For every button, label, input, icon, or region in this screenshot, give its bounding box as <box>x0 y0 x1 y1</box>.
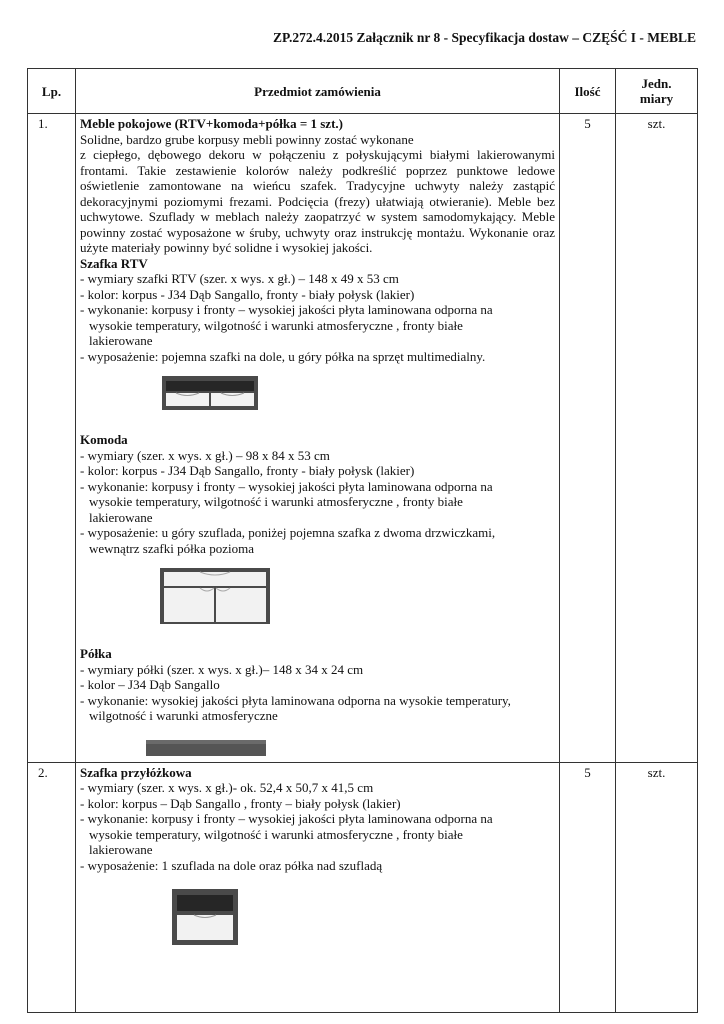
komoda-execution: - wykonanie: korpusy i fronty – wysokiej jakości płyta laminowana odporna na <box>80 478 493 494</box>
nightstand-dimensions: - wymiary (szer. x wys. x gł.)- ok. 52,4 x 50,7 x 41,5 cm <box>80 780 374 795</box>
section-title-polka: Półka <box>80 646 112 661</box>
polka-execution-cont: wilgotność i warunki atmosferyczne <box>89 708 278 723</box>
wall-shelf-image <box>146 738 555 758</box>
rtv-equipment: - wyposażenie: pojemna szafki na dole, u góry półka na sprzęt multimedialny. <box>80 348 486 364</box>
item-quantity: 5 <box>560 114 616 763</box>
section-title-komoda: Komoda <box>80 432 128 447</box>
unit-header-line2: miary <box>639 91 674 106</box>
document-header: ZP.272.4.2015 Załącznik nr 8 - Specyfikacja dostaw – CZĘŚĆ I - MEBLE <box>272 30 696 45</box>
specification-table <box>27 68 698 1013</box>
komoda-dimensions: - wymiary (szer. x wys. x gł.) – 98 x 84 x 53 cm <box>80 447 330 463</box>
nightstand-execution: - wykonanie: korpusy i fronty – wysokiej jakości płyta laminowana odporna na <box>80 811 493 826</box>
column-header-subject: Przedmiot zamówienia <box>76 69 560 114</box>
item-description <box>76 114 560 763</box>
intro-paragraph: z ciepłego, dębowego dekoru w połączeniu z połyskującymi białymi lakierowanymi frontami. Takie zestawienie kolorów należy podkreślić poprzez punktowe ledowe oświetlenie zamontowane na wieńcu szafek. Tradycyjne uchwyty należy zastąpić dekoracyjnymi poziomymi frezami. Podcięcia (frezy) ułatwiają otwieranie). Meble bez uchwytowe. Szuflady w meblach należy zaopatrzyć w system samodomykający. Meble powinny zostać wyposażone w śruby, uchwyty oraz instrukcję montażu. Wykonanie oraz użyte materiały powinny być solidne i wysokiej jakości. <box>80 147 555 255</box>
column-header-lp: Lp. <box>28 69 76 114</box>
item-description <box>76 762 560 1012</box>
rtv-dimensions: - wymiary szafki RTV (szer. x wys. x gł.) – 148 x 49 x 53 cm <box>80 271 399 286</box>
item-title: Szafka przyłóżkowa <box>80 764 192 780</box>
rtv-execution-cont2: lakierowane <box>89 333 153 348</box>
nightstand-image <box>172 889 555 945</box>
column-header-unit <box>616 69 698 114</box>
rtv-execution: - wykonanie: korpusy i fronty – wysokiej jakości płyta laminowana odporna na <box>80 302 493 317</box>
nightstand-equipment: - wyposażenie: 1 szuflada na dole oraz półka nad szufladą <box>80 857 383 873</box>
table-row <box>28 762 698 1012</box>
table-row <box>28 114 698 763</box>
unit-header-line1: Jedn. <box>641 76 672 91</box>
dresser-image <box>160 568 555 624</box>
nightstand-execution-cont: wysokie temperatury, wilgotność i warunki atmosferyczne , fronty białe <box>89 826 463 842</box>
row-number: 2. <box>28 762 76 1012</box>
polka-color: - kolor – J34 Dąb Sangallo <box>80 677 220 692</box>
polka-execution: - wykonanie: wysokiej jakości płyta laminowana odporna na wysokie temperatury, <box>80 692 511 708</box>
row-number: 1. <box>28 114 76 763</box>
polka-dimensions: - wymiary półki (szer. x wys. x gł.)– 148 x 34 x 24 cm <box>80 661 364 677</box>
komoda-color: - kolor: korpus - J34 Dąb Sangallo, fronty - biały połysk (lakier) <box>80 463 415 478</box>
item-title: Meble pokojowe (RTV+komoda+półka = 1 szt.) <box>80 116 343 131</box>
intro-line: Solidne, bardzo grube korpusy mebli powinny zostać wykonane <box>80 131 414 147</box>
column-header-qty: Ilość <box>560 69 616 114</box>
komoda-execution-cont2: lakierowane <box>89 509 153 525</box>
table-header-row <box>28 69 698 114</box>
komoda-equipment: - wyposażenie: u góry szuflada, poniżej pojemna szafka z dwoma drzwiczkami, <box>80 525 496 540</box>
item-quantity: 5 <box>560 762 616 1012</box>
rtv-execution-cont: wysokie temperatury, wilgotność i warunki atmosferyczne , fronty białe <box>89 317 463 333</box>
nightstand-execution-cont2: lakierowane <box>89 842 153 857</box>
komoda-equipment-cont: wewnątrz szafki półka pozioma <box>89 540 254 556</box>
section-title-rtv: Szafka RTV <box>80 255 148 271</box>
item-unit: szt. <box>616 762 698 1012</box>
komoda-execution-cont: wysokie temperatury, wilgotność i warunki atmosferyczne , fronty białe <box>89 494 463 509</box>
tv-cabinet-image <box>162 376 555 410</box>
item-unit: szt. <box>616 114 698 763</box>
rtv-color: - kolor: korpus - J34 Dąb Sangallo, fronty - biały połysk (lakier) <box>80 286 415 302</box>
nightstand-color: - kolor: korpus – Dąb Sangallo , fronty – biały połysk (lakier) <box>80 795 401 811</box>
